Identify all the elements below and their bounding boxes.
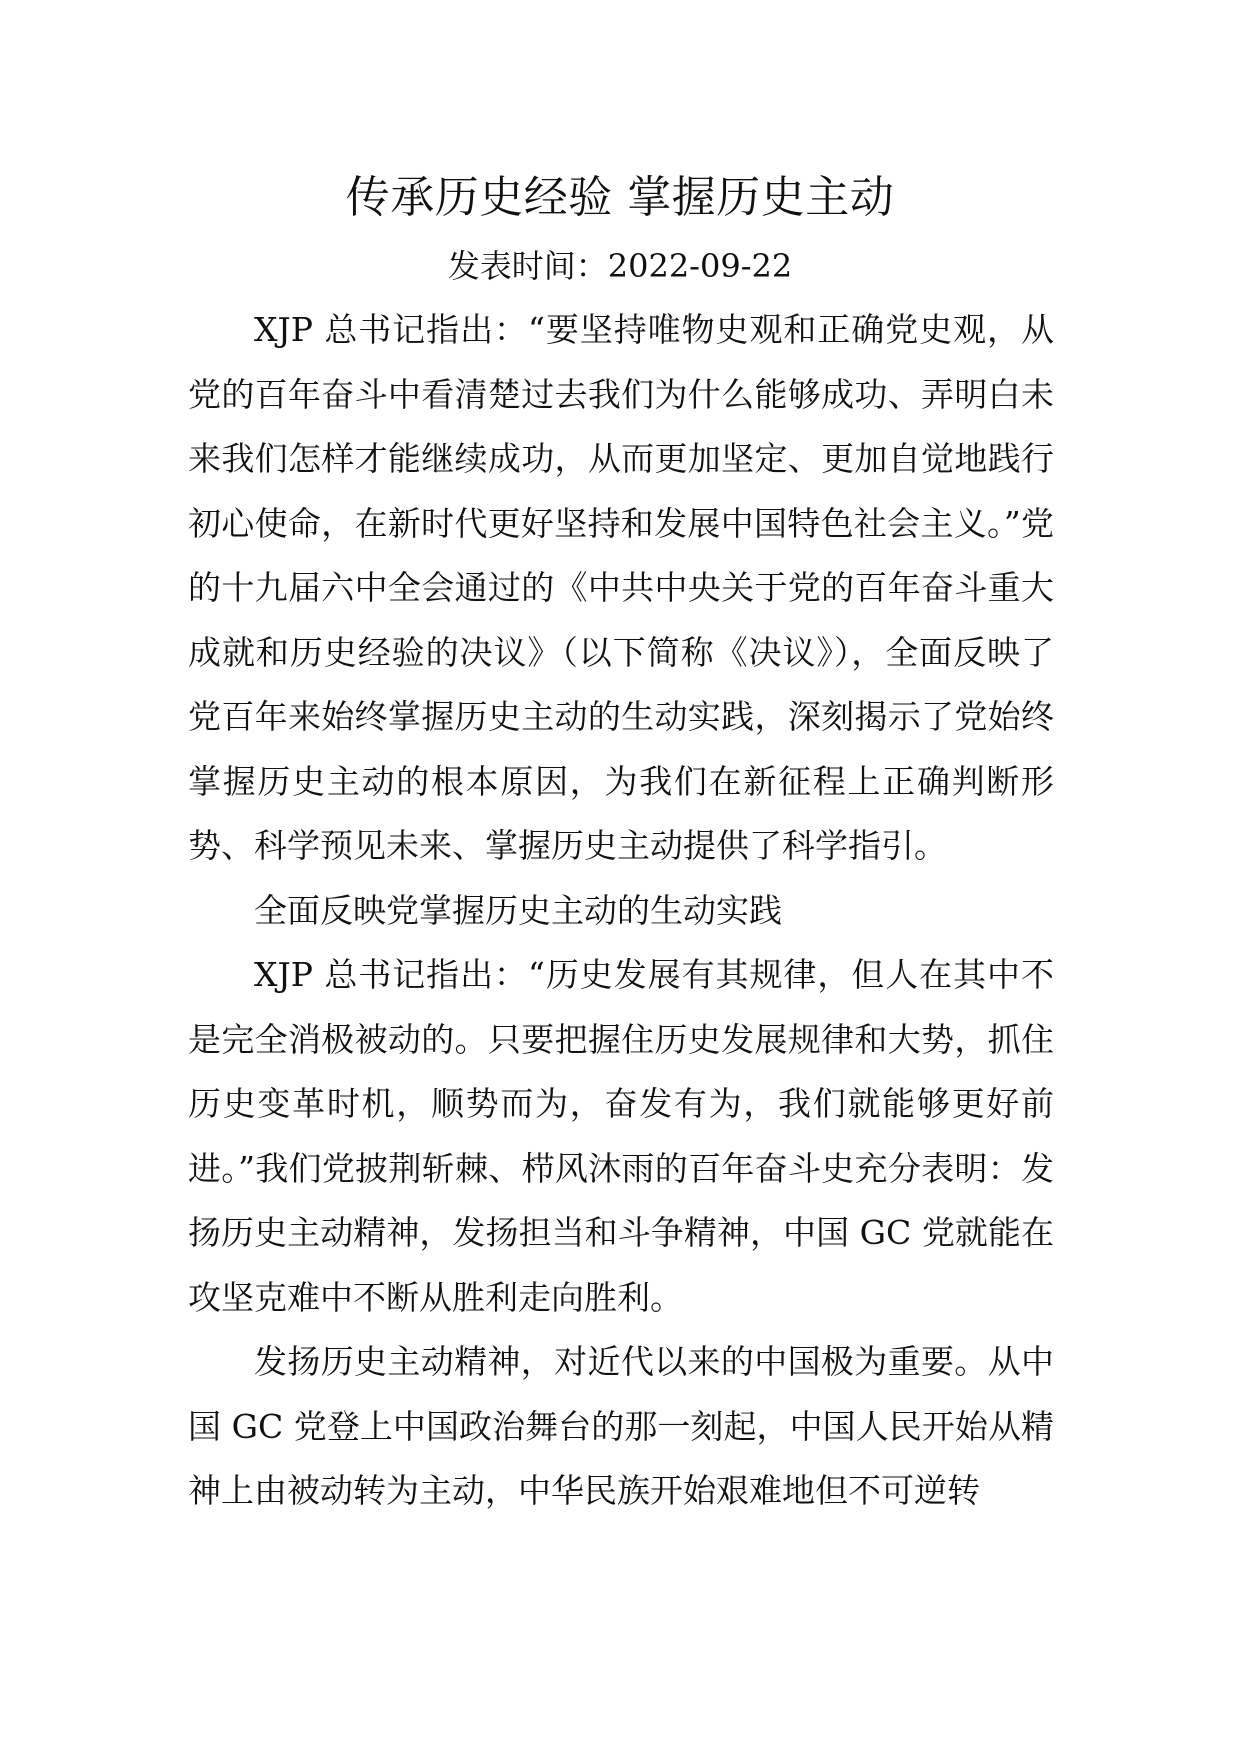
section-heading: 全面反映党掌握历史主动的生动实践 [254, 890, 782, 930]
document-body [188, 298, 1054, 1524]
paragraph: XJP 总书记指出：“历史发展有其规律，但人在其中不是完全消极被动的。只要把握住历史发展规律和大势，抓住历史变革时机，顺势而为，奋发有为，我们就能够更好前进。”我们党披荆斩棘、栉风沐雨的百年奋斗史充分表明：发扬历史主动精神，发扬担当和斗争精神，中国 GC 党就能在攻坚克难中不断从胜利走向胜利。 [188, 955, 1054, 1317]
publish-date: 发表时间：2022-09-22 [447, 247, 793, 285]
paragraph: XJP 总书记指出：“要坚持唯物史观和正确党史观，从党的百年奋斗中看清楚过去我们为什么能够成功、弄明白未来我们怎样才能继续成功，从而更加坚定、更加自觉地践行初心使命，在新时代更好坚持和发展中国特色社会主义。”党的十九届六中全会通过的《中共中央关于党的百年奋斗重大成就和历史经验的决议》（以下简称《决议》），全面反映了党百年来始终掌握历史主动的生动实践，深刻揭示了党始终掌握历史主动的根本原因，为我们在新征程上正确判断形势、科学预见未来、掌握历史主动提供了科学指引。 [188, 310, 1054, 865]
paragraph: 发扬历史主动精神，对近代以来的中国极为重要。从中国 GC 党登上中国政治舞台的那一刻起，中国人民开始从精神上由被动转为主动，中华民族开始艰难地但不可逆转 [188, 1342, 1054, 1510]
document-title: 传承历史经验 掌握历史主动 [345, 172, 895, 223]
